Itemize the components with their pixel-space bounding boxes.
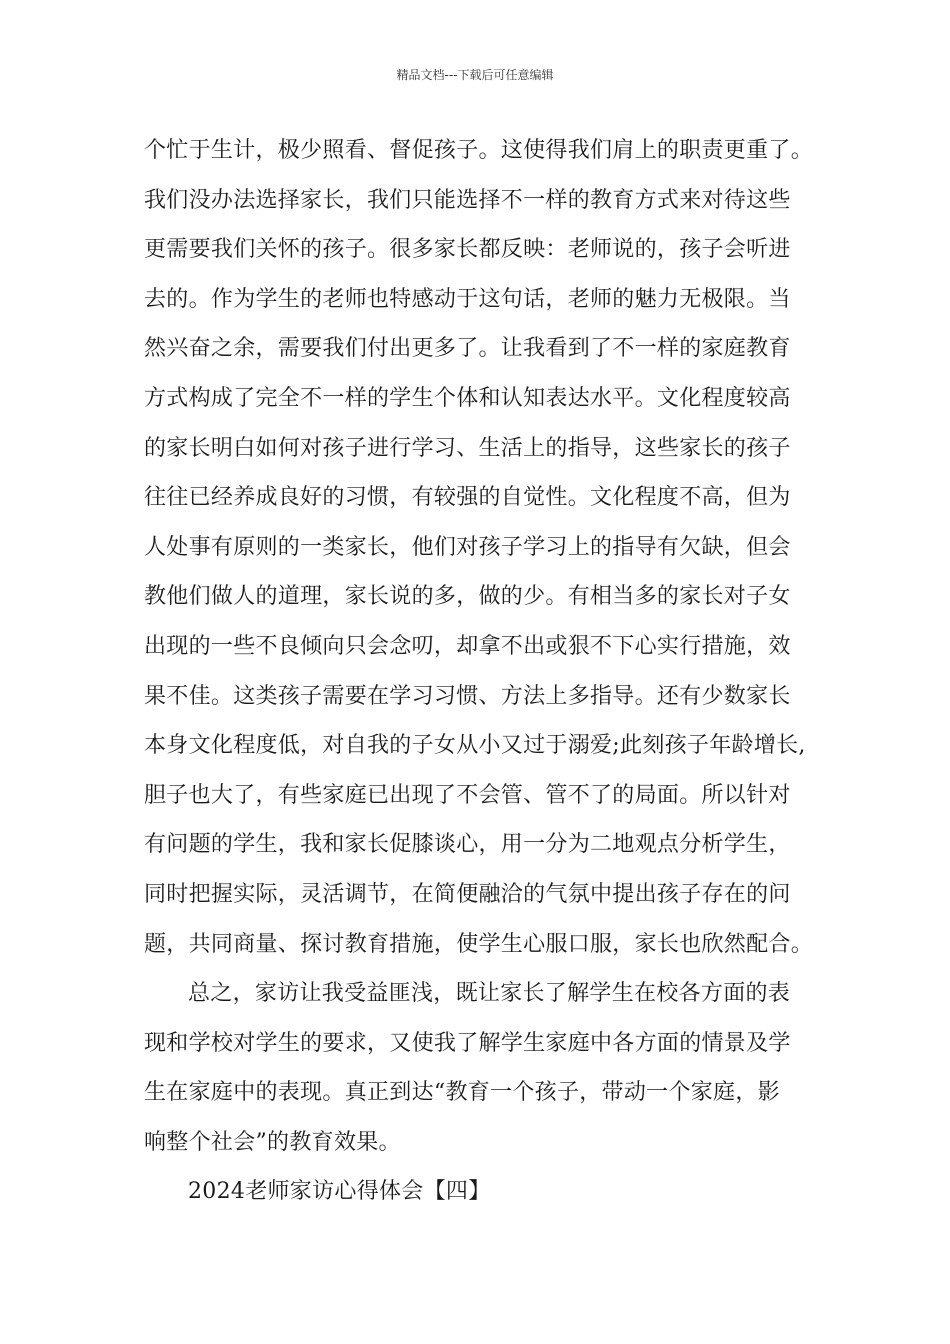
text-line: 教他们做人的道理，家长说的多，做的少。有相当多的家长对子女 [144,584,791,610]
document-body [144,126,844,1217]
text-line: 然兴奋之余，需要我们付出更多了。让我看到了不一样的家庭教育 [144,336,791,362]
text-line: 果不佳。这类孩子需要在学习习惯、方法上多指导。还有少数家长 [144,683,791,709]
text-line: 的家长明白如何对孩子进行学习、生活上的指导，这些家长的孩子 [144,435,791,461]
text-line: 有问题的学生，我和家长促膝谈心，用一分为二地观点分析学生， [144,832,791,858]
text-line: 更需要我们关怀的孩子。很多家长都反映：老师说的，孩子会听进 [144,237,791,263]
text-line: 我们没办法选择家长，我们只能选择不一样的教育方式来对待这些 [144,187,791,213]
text-line: 胆子也大了，有些家庭已出现了不会管、管不了的局面。所以针对 [144,782,791,808]
text-line: 方式构成了完全不一样的学生个体和认知表达水平。文化程度较高 [144,385,791,411]
paragraph [144,126,844,969]
text-line: 总之，家访让我受益匪浅，既让家长了解学生在校各方面的表 [188,981,791,1007]
text-line: 同时把握实际，灵活调节，在简便融洽的气氛中提出孩子存在的问 [144,881,791,907]
text-line: 生在家庭中的表现。真正到达“教育一个孩子，带动一个家庭，影 [144,1080,780,1106]
text-line: 人处事有原则的一类家长，他们对孩子学习上的指导有欠缺，但会 [144,534,791,560]
text-line: 去的。作为学生的老师也特感动于这句话，老师的魅力无极限。当 [144,286,791,312]
text-line: 往往已经养成良好的习惯，有较强的自觉性。文化程度不高，但为 [144,485,791,511]
text-line: 题，共同商量、探讨教育措施，使学生心服口服，家长也欣然配合。 [144,931,814,957]
text-line: 出现的一些不良倾向只会念叨，却拿不出或狠不下心实行措施，效 [144,633,791,659]
paragraph [144,969,844,1167]
page-header: 精品文档---下载后可任意编辑 [396,68,554,82]
text-line: 本身文化程度低，对自我的子女从小又过于溺爱;此刻孩子年龄增长, [144,733,806,759]
text-line: 个忙于生计，极少照看、督促孩子。这使得我们肩上的职责更重了。 [144,138,814,163]
text-line: 现和学校对学生的要求，又使我了解学生家庭中各方面的情景及学 [144,1030,791,1056]
text-line: 响整个社会”的教育效果。 [144,1129,401,1155]
section-heading: 2024老师家访心得体会【四】 [188,1179,491,1205]
